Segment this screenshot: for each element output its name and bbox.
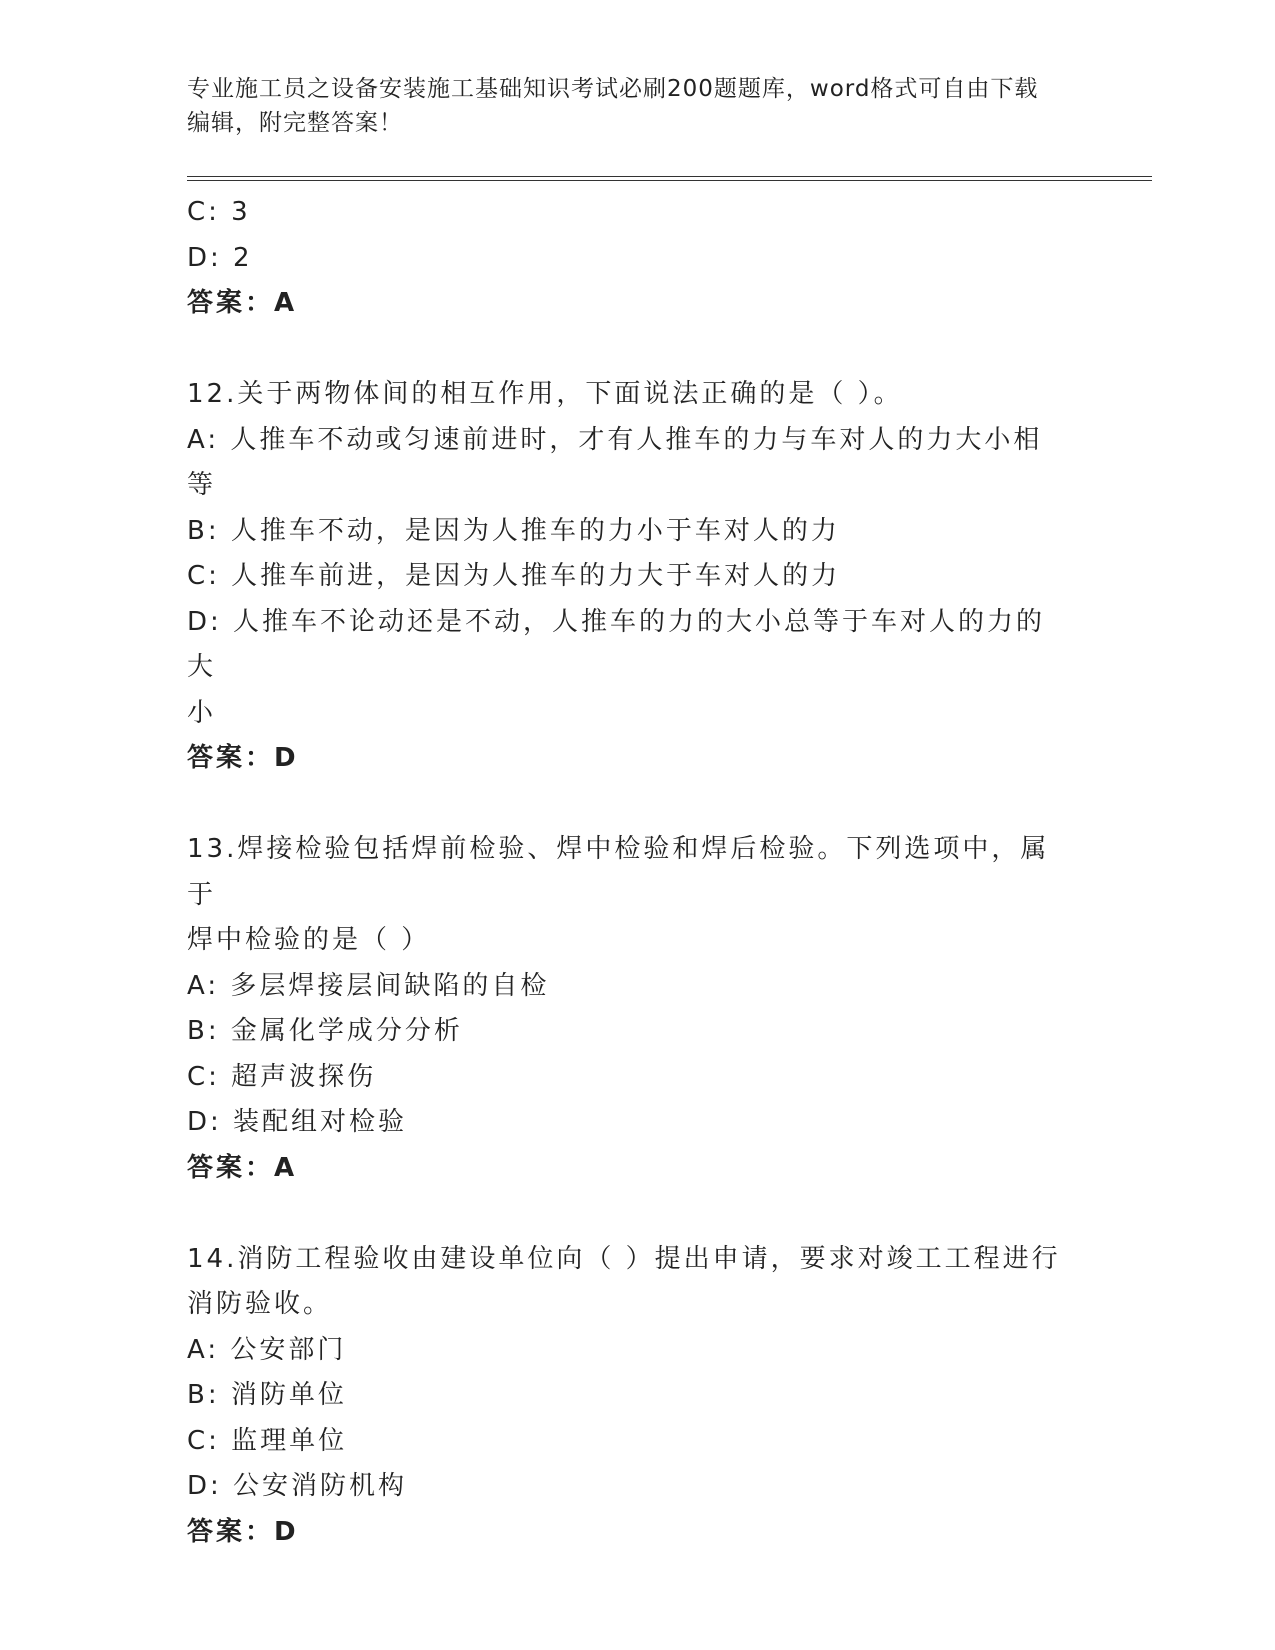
question-stem-continued: 消防验收。 bbox=[187, 1289, 333, 1319]
question-stem: 14.消防工程验收由建设单位向（ ）提出申请，要求对竣工工程进行 bbox=[187, 1243, 1061, 1274]
answer-line: 答案：A bbox=[187, 1152, 298, 1183]
option-a: A: 人推车不动或匀速前进时，才有人推车的力与车对人的力大小相等 bbox=[187, 424, 1043, 500]
option-a: A: 多层焊接层间缺陷的自检 bbox=[187, 970, 550, 1001]
answer-line: 答案：D bbox=[187, 1516, 299, 1547]
option-a: A: 公安部门 bbox=[187, 1334, 347, 1365]
option-c: C: 监理单位 bbox=[187, 1425, 348, 1456]
option-d: D: 人推车不论动还是不动，人推车的力的大小总等于车对人的力的大 bbox=[187, 606, 1046, 682]
question-stem-continued: 焊中检验的是（ ） bbox=[187, 925, 431, 955]
question-stem: 12.关于两物体间的相互作用，下面说法正确的是（ ）。 bbox=[187, 379, 903, 409]
option-c: C: 人推车前进，是因为人推车的力大于车对人的力 bbox=[187, 561, 841, 591]
answer-line: 答案：A bbox=[187, 288, 298, 318]
header-title-line-1: 专业施工员之设备安装施工基础知识考试必刷200题题库，word格式可自由下载 bbox=[187, 76, 1039, 102]
header-title-line-2: 编辑，附完整答案！ bbox=[187, 110, 403, 136]
option-c: C: 超声波探伤 bbox=[187, 1061, 377, 1092]
answer-line: 答案：D bbox=[187, 743, 299, 773]
option-d: D: 公安消防机构 bbox=[187, 1471, 408, 1501]
option-b: B: 消防单位 bbox=[187, 1380, 347, 1410]
question-12 bbox=[187, 372, 1067, 782]
option-b: B: 金属化学成分分析 bbox=[187, 1016, 463, 1046]
option-d: D: 装配组对检验 bbox=[187, 1107, 408, 1137]
option-b: B: 人推车不动，是因为人推车的力小于车对人的力 bbox=[187, 515, 840, 546]
header-divider bbox=[187, 176, 1152, 181]
question-14 bbox=[187, 1237, 1067, 1556]
carryover-question bbox=[187, 190, 1067, 327]
option-d-continued: 小 bbox=[187, 697, 217, 728]
page-header bbox=[187, 72, 1087, 140]
option-c: C: 3 bbox=[187, 197, 251, 227]
option-d: D: 2 bbox=[187, 242, 253, 273]
question-stem: 13.焊接检验包括焊前检验、焊中检验和焊后检验。下列选项中，属于 bbox=[187, 834, 1050, 910]
document-body bbox=[187, 190, 1067, 1555]
question-13 bbox=[187, 827, 1067, 1191]
